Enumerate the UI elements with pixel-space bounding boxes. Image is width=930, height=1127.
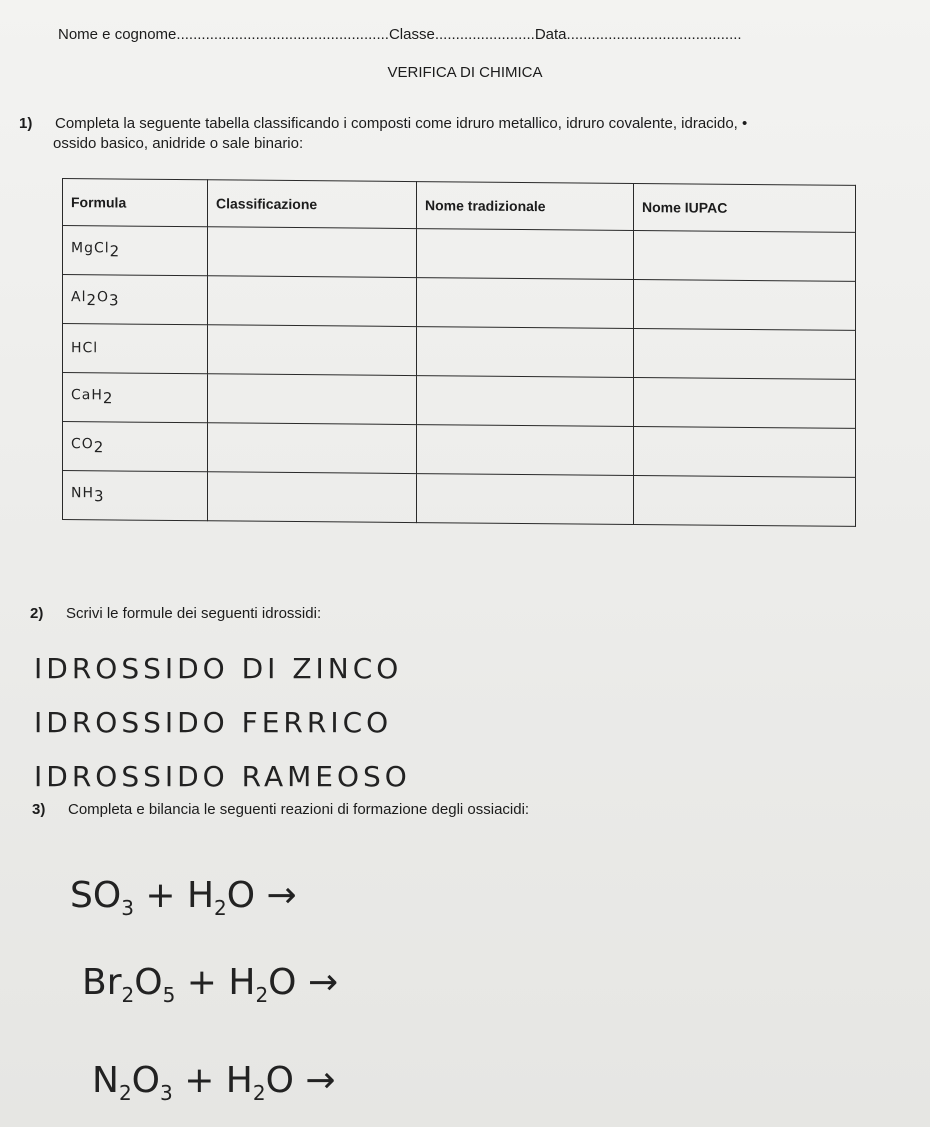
classificazione-cell[interactable] (208, 374, 417, 425)
table-row (63, 324, 856, 380)
header-classificazione: Classificazione (208, 180, 417, 229)
question-1-number: 1) (19, 115, 33, 132)
classification-table (62, 178, 856, 527)
question-1-text-line1: Completa la seguente tabella classificando i composti come idruro metallico, idruro covalente, idracido, (55, 115, 738, 132)
question-3-number: 3) (32, 801, 46, 818)
nome-tradizionale-cell[interactable] (417, 425, 634, 476)
nome-iupac-cell[interactable] (634, 426, 856, 477)
question-3-text: Completa e bilancia le seguenti reazioni di formazione degli ossiacidi: (68, 801, 530, 818)
date-label: Data (534, 26, 567, 43)
question-1-text-line2: ossido basico, anidride o sale binario: (53, 135, 304, 152)
classificazione-cell[interactable] (208, 325, 417, 376)
class-label: Classe (388, 26, 435, 43)
classificazione-cell[interactable] (208, 423, 417, 474)
formula-cell: $NH_3$ (63, 471, 208, 521)
handwritten-hydroxide-2: IDROSSIDO FERRICO (34, 706, 393, 739)
handwritten-hydroxide-3: IDROSSIDO RAMEOSO (34, 760, 411, 793)
nome-tradizionale-cell[interactable] (417, 229, 634, 280)
classificazione-cell[interactable] (208, 227, 417, 278)
class-field[interactable]: ........................ (434, 26, 535, 43)
page-title: VERIFICA DI CHIMICA (387, 64, 543, 81)
formula-cell: CaH$_2$ (63, 373, 208, 423)
handwritten-reaction-2: $Br_2O_5 + H_2O$ → (82, 962, 339, 1008)
handwritten-hydroxide-1: IDROSSIDO DI ZINCO (34, 652, 403, 685)
formula-cell: MgCl$_2$ (63, 226, 208, 276)
header-nome-iupac: Nome IUPAC (634, 183, 856, 232)
nome-iupac-cell[interactable] (634, 475, 856, 526)
nome-iupac-cell[interactable] (634, 328, 856, 379)
question-3 (32, 800, 529, 820)
formula-cell: $Al_2O_3$ (63, 275, 208, 325)
table-row (63, 422, 856, 478)
handwritten-reaction-3: $N_2O_3 + H_2O$ → (92, 1060, 336, 1106)
nome-tradizionale-cell[interactable] (417, 327, 634, 378)
handwritten-reaction-1: $SO_3 + H_2O$ → (70, 875, 297, 921)
name-field[interactable]: ................................................... (176, 26, 389, 43)
nome-iupac-cell[interactable] (634, 279, 856, 330)
table-row (63, 373, 856, 429)
table-row (63, 471, 856, 527)
nome-tradizionale-cell[interactable] (417, 376, 634, 427)
classificazione-cell[interactable] (208, 472, 417, 523)
classificazione-cell[interactable] (208, 276, 417, 327)
question-2 (30, 604, 321, 624)
question-2-text: Scrivi le formule dei seguenti idrossidi: (66, 605, 322, 622)
table-row (63, 275, 856, 331)
header-nome-tradizionale: Nome tradizionale (417, 182, 634, 231)
formula-cell: HCl (63, 324, 208, 374)
header-fields (58, 26, 742, 43)
formula-cell: $CO_2$ (63, 422, 208, 472)
table-row (63, 226, 856, 282)
name-label: Nome e cognome (58, 26, 177, 43)
table-header-row (63, 179, 856, 233)
nome-iupac-cell[interactable] (634, 230, 856, 281)
nome-tradizionale-cell[interactable] (417, 474, 634, 525)
nome-iupac-cell[interactable] (634, 377, 856, 428)
date-field[interactable]: .......................................... (566, 26, 742, 43)
question-1: 1) Completa la seguente tabella classificando i composti come idruro metallico, idruro covalente, idracido, • ossido basico, anidride o sale binario: (19, 114, 899, 154)
header-formula: Formula (63, 179, 208, 227)
nome-tradizionale-cell[interactable] (417, 278, 634, 329)
question-2-number: 2) (30, 605, 44, 622)
